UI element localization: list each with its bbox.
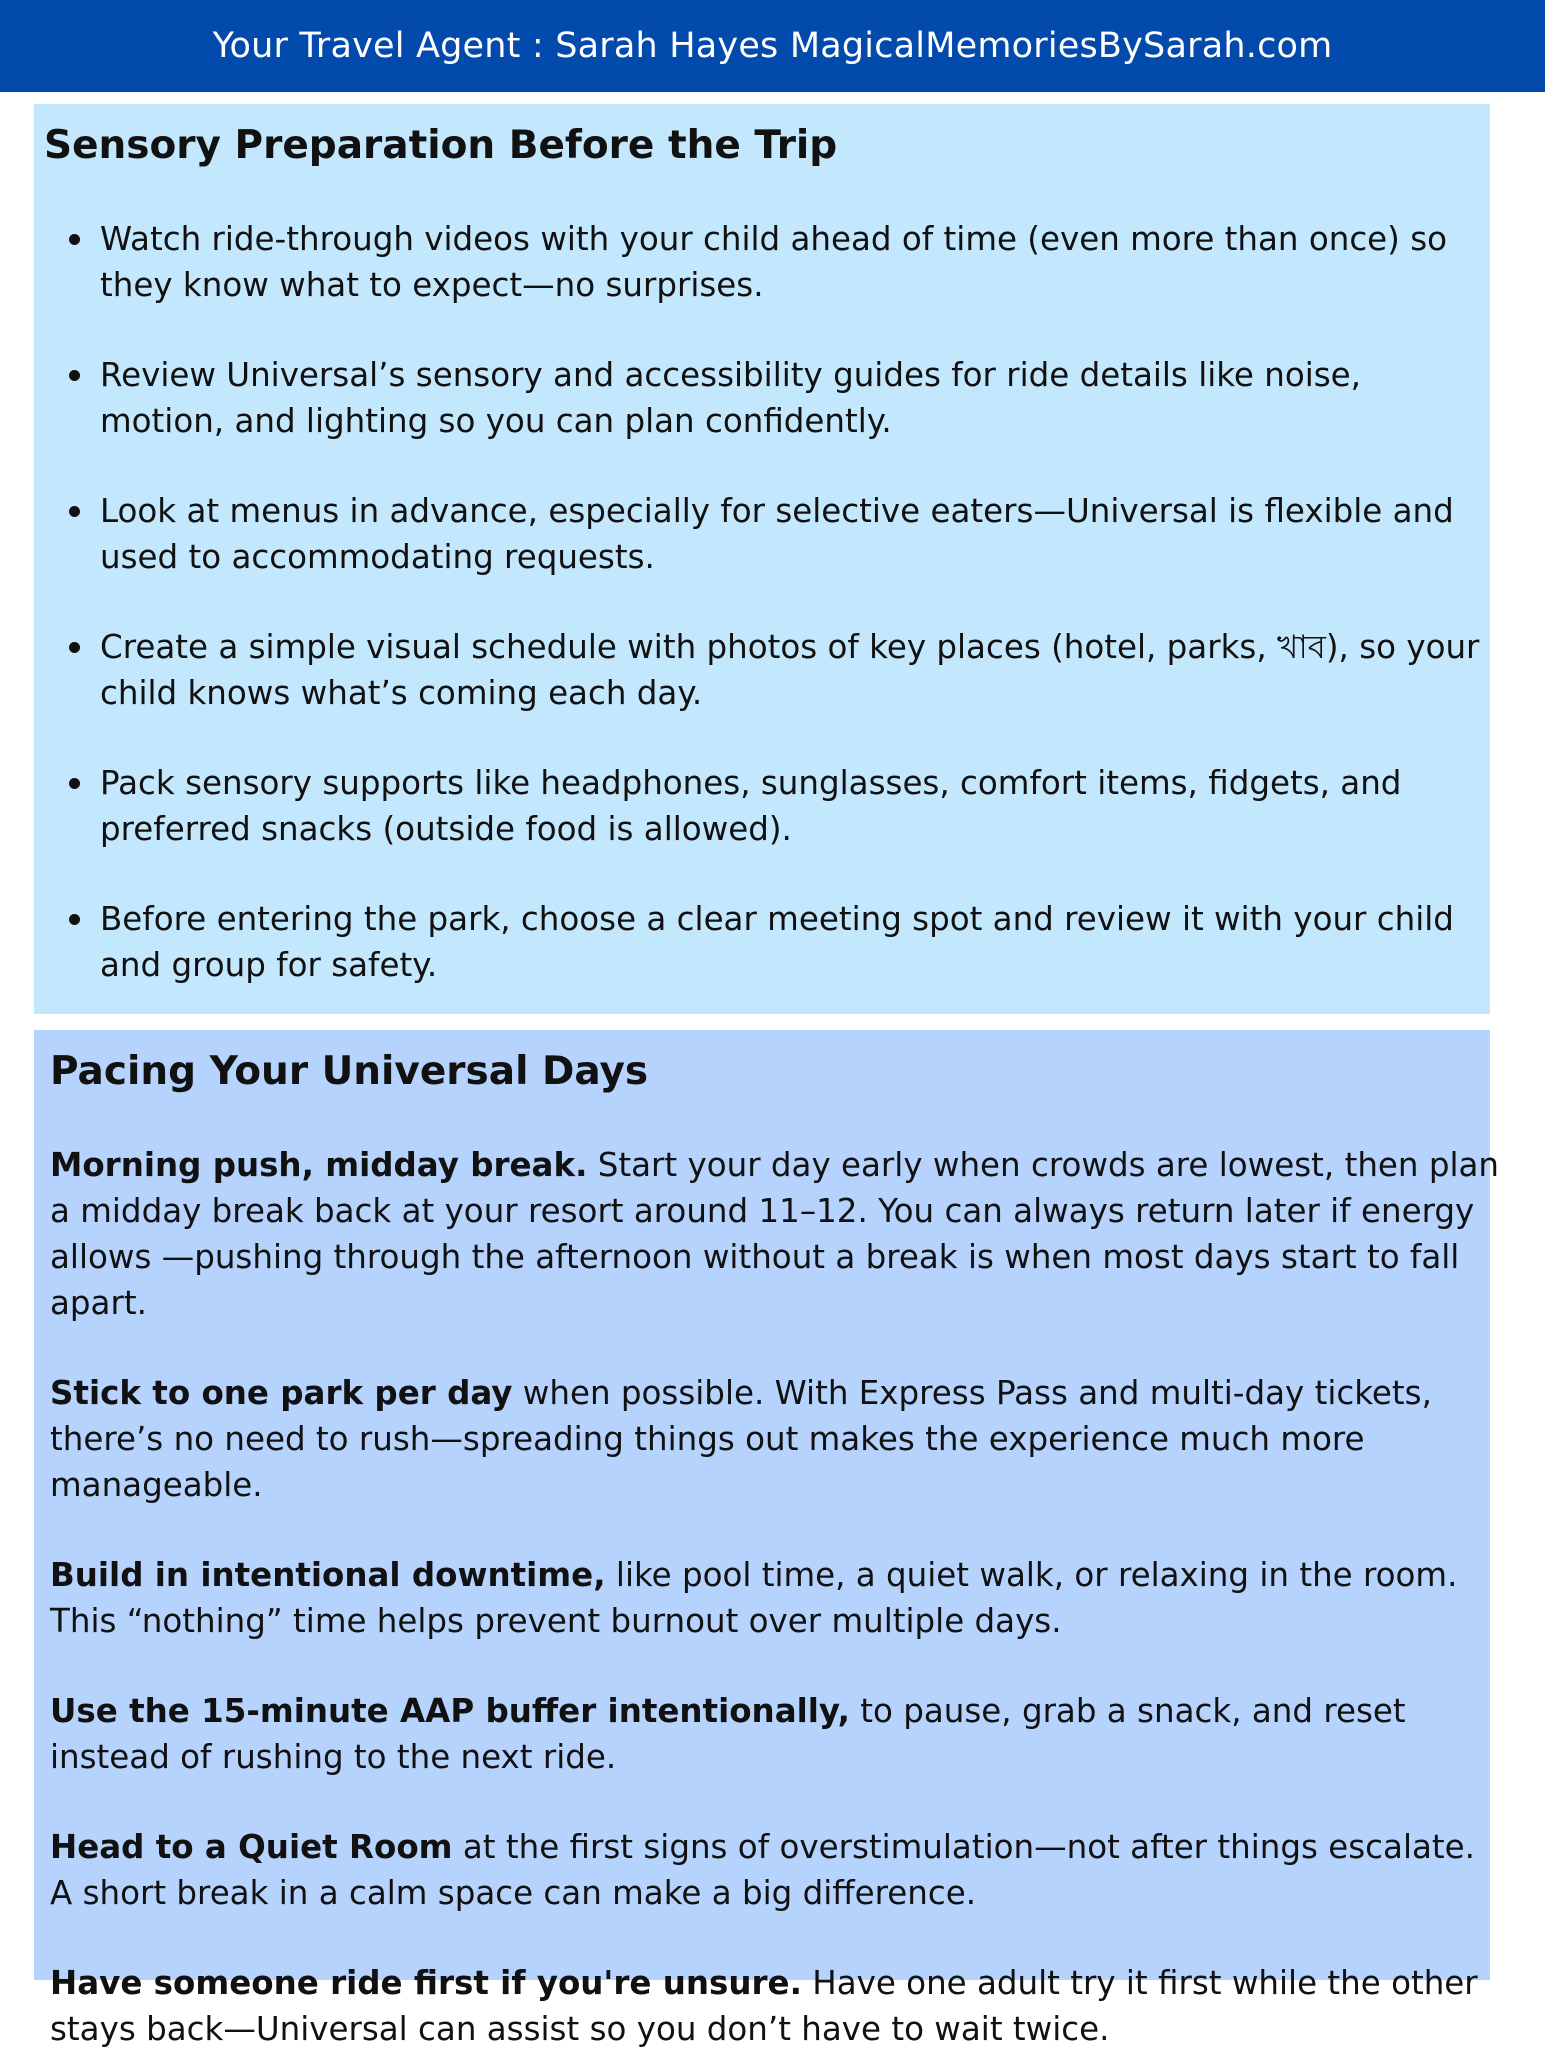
- pacing-lead-text: Build in intentional downtime,: [50, 1556, 606, 1594]
- pacing-section: [34, 1030, 1500, 2048]
- pacing-paragraph: [50, 1370, 1500, 1508]
- bullet-icon: [69, 234, 80, 245]
- list-item: [44, 896, 1480, 988]
- travel-agent-header-text: Your Travel Agent : Sarah Hayes MagicalMemoriesBySarah.com: [212, 26, 1333, 66]
- pacing-body-text: when possible. With Express Pass and multi-day tickets, there’s no need to rush—spreading things out makes the experience much more manageable.: [50, 1374, 1432, 1504]
- pacing-body-text: Start your day early when crowds are lowest, then plan a midday break back at your resort around 11–12. You can always return later if energy allows —pushing through the afternoon without a break is when most days start to fall apart.: [50, 1146, 1500, 1322]
- bullet-icon: [69, 778, 80, 789]
- list-item-text: Look at menus in advance, especially for selective eaters—Universal is flexible and used to accommodating requests.: [100, 492, 1454, 576]
- pacing-paragraph: [50, 1552, 1500, 1644]
- bullet-icon: [69, 914, 80, 925]
- sensory-section-title: Sensory Preparation Before the Trip: [44, 123, 838, 168]
- pacing-paragraph: [50, 1824, 1500, 1916]
- pacing-body-text: to pause, grab a snack, and reset instead of rushing to the next ride.: [50, 1692, 1406, 1776]
- sensory-tips-list: [44, 216, 1480, 988]
- pacing-lead-text: Use the 15-minute AAP buffer intentionally,: [50, 1692, 850, 1730]
- list-item-text: Pack sensory supports like headphones, sunglasses, comfort items, fidgets, and preferred snacks (outside food is allowed).: [100, 764, 1402, 848]
- list-item-text: Watch ride-through videos with your child ahead of time (even more than once) so they know what to expect—no surprises.: [100, 220, 1448, 304]
- list-item: [44, 488, 1480, 580]
- pacing-body-text: at the first signs of overstimulation—not after things escalate. A short break in a calm space can make a big difference.: [50, 1828, 1475, 1912]
- bullet-icon: [69, 642, 80, 653]
- bullet-icon: [69, 506, 80, 517]
- pacing-paragraph: [50, 1960, 1500, 2052]
- pacing-lead-text: Morning push, midday break.: [50, 1146, 588, 1184]
- bullet-icon: [69, 370, 80, 381]
- list-item-text: Review Universal’s sensory and accessibility guides for ride details like noise, motion, and lighting so you can plan confidently.: [100, 356, 1362, 440]
- list-item-text: Before entering the park, choose a clear meeting spot and review it with your child and group for safety.: [100, 900, 1454, 984]
- pacing-body-text: like pool time, a quiet walk, or relaxing in the room. This “nothing” time helps prevent burnout over multiple days.: [50, 1556, 1458, 1640]
- list-item-text: Create a simple visual schedule with photos of key places (hotel, parks, খাব), so your child knows what’s coming each day.: [100, 628, 1480, 712]
- pacing-lead-text: Have someone ride first if you're unsure.: [50, 1964, 802, 2002]
- pacing-paragraph: [50, 1142, 1500, 1326]
- list-item: [44, 216, 1480, 308]
- pacing-lead-text: Head to a Quiet Room: [50, 1828, 453, 1866]
- pacing-tips-list: [50, 1142, 1500, 2052]
- travel-agent-header: [0, 0, 1545, 92]
- pacing-lead-text: Stick to one park per day: [50, 1374, 513, 1412]
- sensory-preparation-section: [34, 104, 1490, 1014]
- list-item: [44, 352, 1480, 444]
- pacing-paragraph: [50, 1688, 1500, 1780]
- pacing-section-title: Pacing Your Universal Days: [50, 1049, 649, 1094]
- list-item: [44, 760, 1480, 852]
- list-item: [44, 624, 1480, 716]
- pacing-body-text: Have one adult try it first while the other stays back—Universal can assist so you don’t have to wait twice.: [50, 1964, 1478, 2048]
